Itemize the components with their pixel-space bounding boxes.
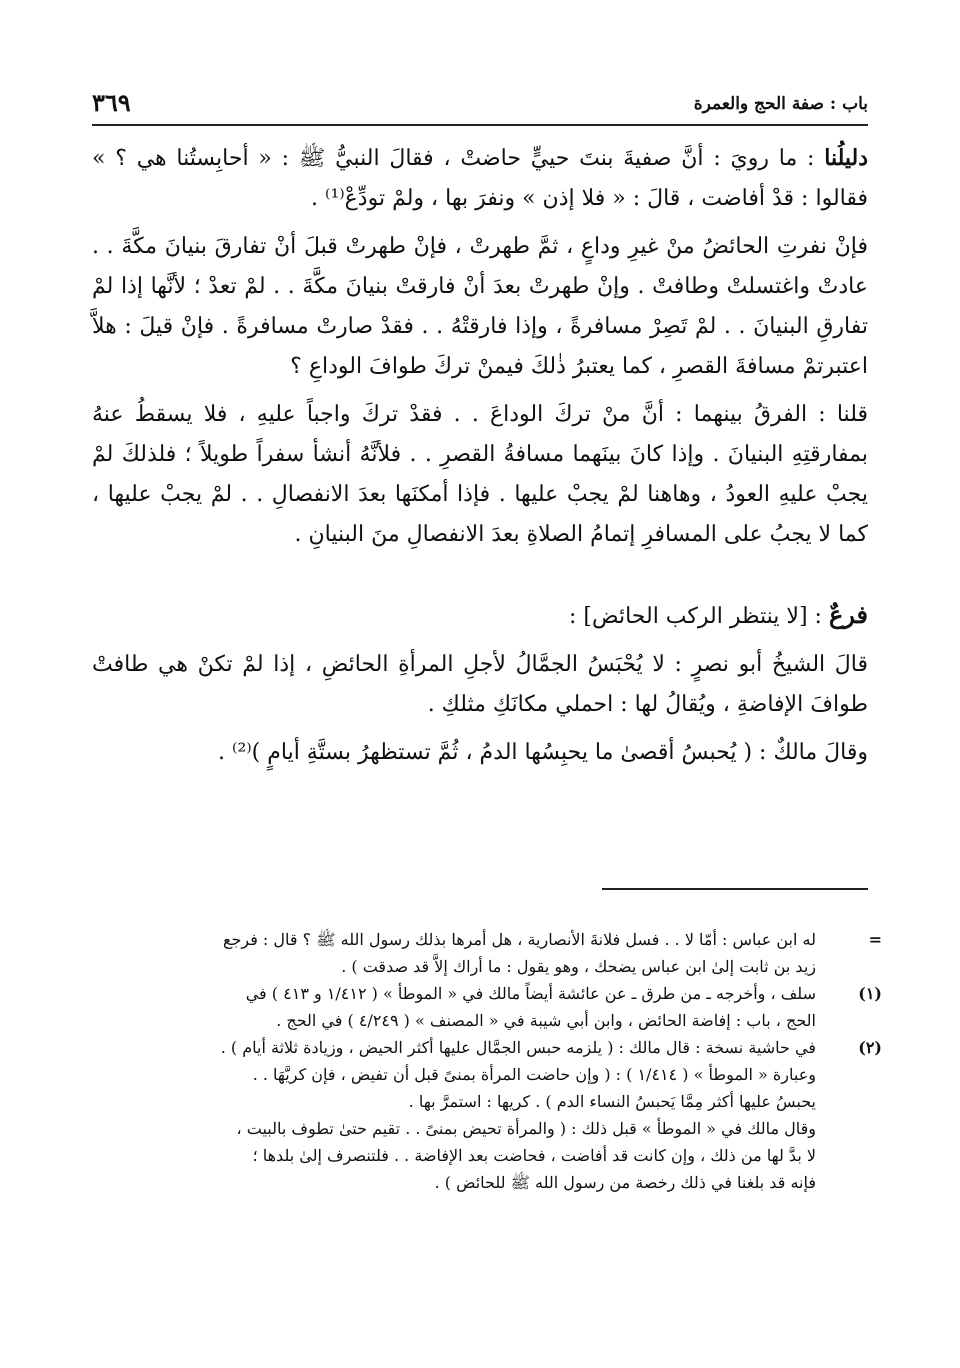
paragraph-menstruating-departure: فإنْ نفرتِ الحائضُ منْ غيرِ وداعٍ ، ثمَّ طهرتْ ، فإنْ طهرتْ قبلَ أنْ تفارقَ بنيانَ مكَّةَ . . عادتْ واغتسلتْ وطافتْ . وإنْ طهرتْ بعدَ أنْ فارقتْ بنيانَ مكَّةَ . . لمْ تعدْ ؛ لأنَّها إذا لمْ تفارقِ البنيانَ . . لمْ تَصِرْ مسافرةً ، وإذا فارقتْهُ . . فقدْ صارتْ مسافرةً . فإنْ قيلَ : هلاَّ اعتبرتمْ مسافةَ القصرِ ، كما يعتبرُ ذٰلكَ فيمنْ تركَ طوافَ الوداعِ ؟ (92, 234, 868, 379)
branch-paragraph: وقالَ مالكٌ : ( يُحبسُ أقصىٰ ما يحبِسُها الدمُ ، ثُمَّ تستظهرُ بستَّةِ أيامٍ )⁽²⁾ . (218, 740, 868, 765)
paragraph-text: : ما رويَ : أنَّ صفيةَ بنتَ حييٍّ حاضتْ ، فقالَ النبيُّ ﷺ : « أحابِستُنا هي ؟ » فقالوا : قدْ أفاضت ، قالَ : « فلا إذن » ونفرَ بها ، ولمْ تودِّعْ⁽¹⁾ . (92, 146, 868, 211)
footnote-line: يحبسُ عليها أكثر مِمَّا يَحبسُ النساء الدم ) . كريها : استمرَّ بها . (408, 1092, 816, 1111)
footnote-mark: (٢) (858, 1038, 882, 1057)
page-number: ٣٦٩ (92, 88, 131, 117)
paragraph-lead: دليلُنا (824, 145, 868, 171)
footnote-1 (92, 980, 882, 1034)
footnote-line: لا بدَّ لها من ذلك ، وإن كانت قد أفاضت ، فحاضت بعد الإفاضة . . فلتنصرف إلىٰ بلدها ؛ (252, 1146, 816, 1165)
footnote-line: له ابن عباس : أمّا لا . . فسل فلانةَ الأنصارية ، هل أمرها بذلك رسول الله ﷺ ؟ قال : فرجع (222, 930, 816, 949)
branch-paragraph: قالَ الشيخُ أبو نصرٍ : لا يُحْبَسُ الجمَّالُ لأجلِ المرأةِ الحائضِ ، إذا لمْ تكنْ هي طافتْ طوافَ الإفاضةِ ، ويُقالُ لها : احملي مكانَكِ مثلكِ . (92, 652, 868, 717)
footnote-separator (602, 888, 868, 890)
paragraph-evidence (92, 138, 868, 219)
footnote-line: زيد بن ثابت إلىٰ ابن عباس يضحك ، وهو يقول : ما أراك إلاَّ قد صدقت ) . (341, 957, 816, 976)
footnote-line: وقال مالك في « الموطأ » قبل ذلك : ( والمرأة تحيض بمنىً . . تقيم حتىٰ تطوف بالبيت ، (236, 1119, 816, 1138)
branch-heading (92, 595, 868, 637)
branch-title: : [لا ينتظر الركب الحائض] : (569, 604, 829, 629)
paragraph-response: قلنا : الفرقُ بينهما : أنَّ منْ تركَ الوداعَ . . فقدْ تركَ واجباً عليهِ ، فلا يسقطُ عنهُ بمفارقتِهِ البنيانَ . وإذا كانَ بينَهما مسافةُ القصرِ . . فلأنَّهُ أنشأ سفراً طويلاً ؛ فلذلكَ لمْ يجبْ عليهِ العودُ ، وهاهنا لمْ يجبْ عليها . فإذا أمكنَها بعدَ الانفصالِ . . لمْ يجبْ عليها ، كما لا يجبُ على المسافرِ إتمامُ الصلاةِ بعدَ الانفصالِ منَ البنيانِ . (92, 402, 868, 547)
footnote-continuation (92, 926, 882, 980)
footnote-line: سلف ، وأخرجه ـ من طرق ـ عن عائشة أيضاً مالك في « الموطأ » ( ١/٤١٢ و ٤١٣ ) في (245, 984, 816, 1003)
footnotes (92, 926, 882, 1196)
main-text (92, 138, 868, 773)
footnote-2 (92, 1034, 882, 1196)
chapter-title: باب : صفة الحج والعمرة (693, 94, 868, 114)
footnote-line: فإنه قد بلغنا في ذلك رخصة من رسول الله ﷺ للحائض ) . (434, 1173, 816, 1192)
footnote-line: الحج ، باب : إفاضة الحائض ، وابن أبي شيبة في « المصنف » ( ٤/٢٤٩ ) في الحج . (276, 1011, 816, 1030)
page-header (92, 88, 868, 126)
footnote-mark: = (868, 930, 882, 949)
footnote-line: في حاشية نسخة : قال مالك : ( يلزمه حبس الجمَّال عليها أكثر الحيض ، وزيادة ثلاثة أيام ) . (220, 1038, 816, 1057)
footnote-mark: (١) (858, 984, 882, 1003)
footnote-line: وعبارة « الموطأ » ( ١/٤١٤ ) : ( وإن حاضت المرأة بمنىً قبل أن تفيض ، فإن كريَّهَا . . (252, 1065, 816, 1084)
branch-lead: فرعٌ (828, 600, 868, 629)
